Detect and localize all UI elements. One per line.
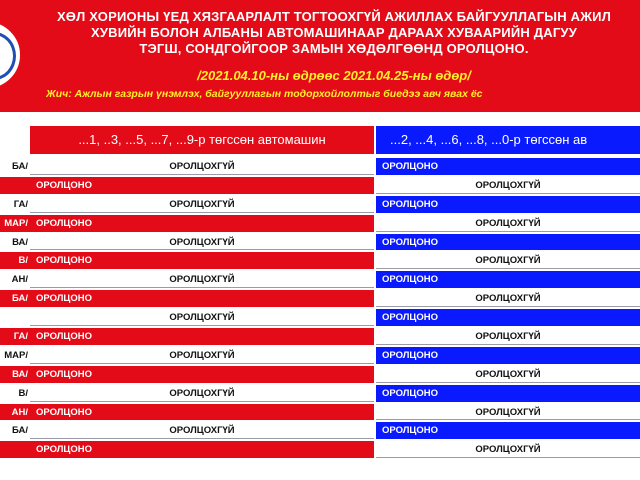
table-row [0, 233, 640, 252]
table-row [0, 176, 640, 195]
even-plates-cell: ОРОЛЦОНО [376, 234, 640, 251]
even-plates-cell: ОРОЛЦОНО [376, 271, 640, 288]
table-row [0, 251, 640, 270]
odd-plates-cell: ОРОЛЦОНО [30, 252, 374, 269]
page-title [14, 9, 640, 57]
table-row [0, 195, 640, 214]
even-plates-cell: ОРОЛЦОХГҮЙ [376, 441, 640, 458]
day-cell: АН/ [0, 404, 30, 421]
odd-plates-cell: ОРОЛЦОНО [30, 215, 374, 232]
table-row [0, 421, 640, 440]
odd-plates-cell: ОРОЛЦОНО [30, 290, 374, 307]
even-plates-cell: ОРОЛЦОХГҮЙ [376, 366, 640, 383]
even-plates-cell: ОРОЛЦОХГҮЙ [376, 252, 640, 269]
day-cell: БА/ [0, 290, 30, 307]
table-row [0, 270, 640, 289]
date-period: /2021.04.10-ны өдрөөс 2021.04.25-ны өдөр/ [197, 68, 471, 83]
even-plates-cell: ОРОЛЦОХГҮЙ [376, 215, 640, 232]
title-line-3: ТЭГШ, СОНДГОЙГООР ЗАМЫН ХӨДӨЛГӨӨНД ОРОЛЦОНО. [139, 41, 529, 56]
header-banner [0, 0, 640, 112]
table-row [0, 384, 640, 403]
odd-plates-cell: ОРОЛЦОНО [30, 177, 374, 194]
odd-plates-cell: ОРОЛЦОНО [30, 441, 374, 458]
day-cell: ГА/ [0, 196, 30, 213]
table-row [0, 440, 640, 459]
day-cell [0, 309, 30, 326]
day-cell [0, 441, 30, 458]
odd-plates-header: ...1, ..3, ...5, ...7, ...9-р төгссөн автомашин [30, 126, 374, 154]
table-row [0, 403, 640, 422]
day-cell: АН/ [0, 271, 30, 288]
schedule-table [0, 157, 640, 459]
even-plates-cell: ОРОЛЦОХГҮЙ [376, 404, 640, 421]
day-cell: В/ [0, 385, 30, 402]
even-plates-cell: ОРОЛЦОНО [376, 309, 640, 326]
odd-plates-cell: ОРОЛЦОХГҮЙ [30, 347, 374, 364]
odd-plates-cell: ОРОЛЦОХГҮЙ [30, 158, 374, 175]
even-plates-cell: ОРОЛЦОХГҮЙ [376, 290, 640, 307]
title-line-2: ХУВИЙН БОЛОН АЛБАНЫ АВТОМАШИНААР ДАРААХ ХУВААРИЙН ДАГУУ [91, 25, 577, 40]
odd-plates-cell: ОРОЛЦОХГҮЙ [30, 309, 374, 326]
even-plates-cell: ОРОЛЦОНО [376, 422, 640, 439]
day-cell: МАР/ [0, 347, 30, 364]
table-row [0, 365, 640, 384]
even-plates-cell: ОРОЛЦОХГҮЙ [376, 328, 640, 345]
odd-plates-cell: ОРОЛЦОХГҮЙ [30, 422, 374, 439]
day-cell: ВА/ [0, 366, 30, 383]
even-plates-cell: ОРОЛЦОНО [376, 196, 640, 213]
table-row [0, 327, 640, 346]
odd-plates-cell: ОРОЛЦОНО [30, 404, 374, 421]
day-cell: БА/ [0, 422, 30, 439]
title-line-1: ХӨЛ ХОРИОНЫ ҮЕД ХЯЗГААРЛАЛТ ТОГТООХГҮЙ АЖИЛЛАХ БАЙГУУЛЛАГЫН АЖИЛ [56, 9, 612, 24]
day-cell: В/ [0, 252, 30, 269]
table-row [0, 157, 640, 176]
even-plates-header: ...2, ...4, ...6, ...8, ...0-р төгссөн ав [376, 126, 640, 154]
table-row [0, 289, 640, 308]
footnote: Жич: Ажлын газрын үнэмлэх, байгууллагын тодорхойлолтыг биедээ авч явах ёс [46, 88, 483, 100]
odd-plates-cell: ОРОЛЦОХГҮЙ [30, 234, 374, 251]
even-plates-cell: ОРОЛЦОХГҮЙ [376, 177, 640, 194]
day-cell [0, 177, 30, 194]
day-cell: МАР/ [0, 215, 30, 232]
odd-plates-cell: ОРОЛЦОХГҮЙ [30, 196, 374, 213]
table-row [0, 308, 640, 327]
odd-plates-cell: ОРОЛЦОХГҮЙ [30, 271, 374, 288]
odd-plates-cell: ОРОЛЦОНО [30, 328, 374, 345]
day-cell: БА/ [0, 158, 30, 175]
day-cell: ВА/ [0, 234, 30, 251]
even-plates-cell: ОРОЛЦОНО [376, 158, 640, 175]
table-row [0, 214, 640, 233]
table-row [0, 346, 640, 365]
even-plates-cell: ОРОЛЦОНО [376, 347, 640, 364]
odd-plates-cell: ОРОЛЦОНО [30, 366, 374, 383]
even-plates-cell: ОРОЛЦОНО [376, 385, 640, 402]
day-column-header [0, 126, 30, 154]
day-cell: ГА/ [0, 328, 30, 345]
odd-plates-cell: ОРОЛЦОХГҮЙ [30, 385, 374, 402]
